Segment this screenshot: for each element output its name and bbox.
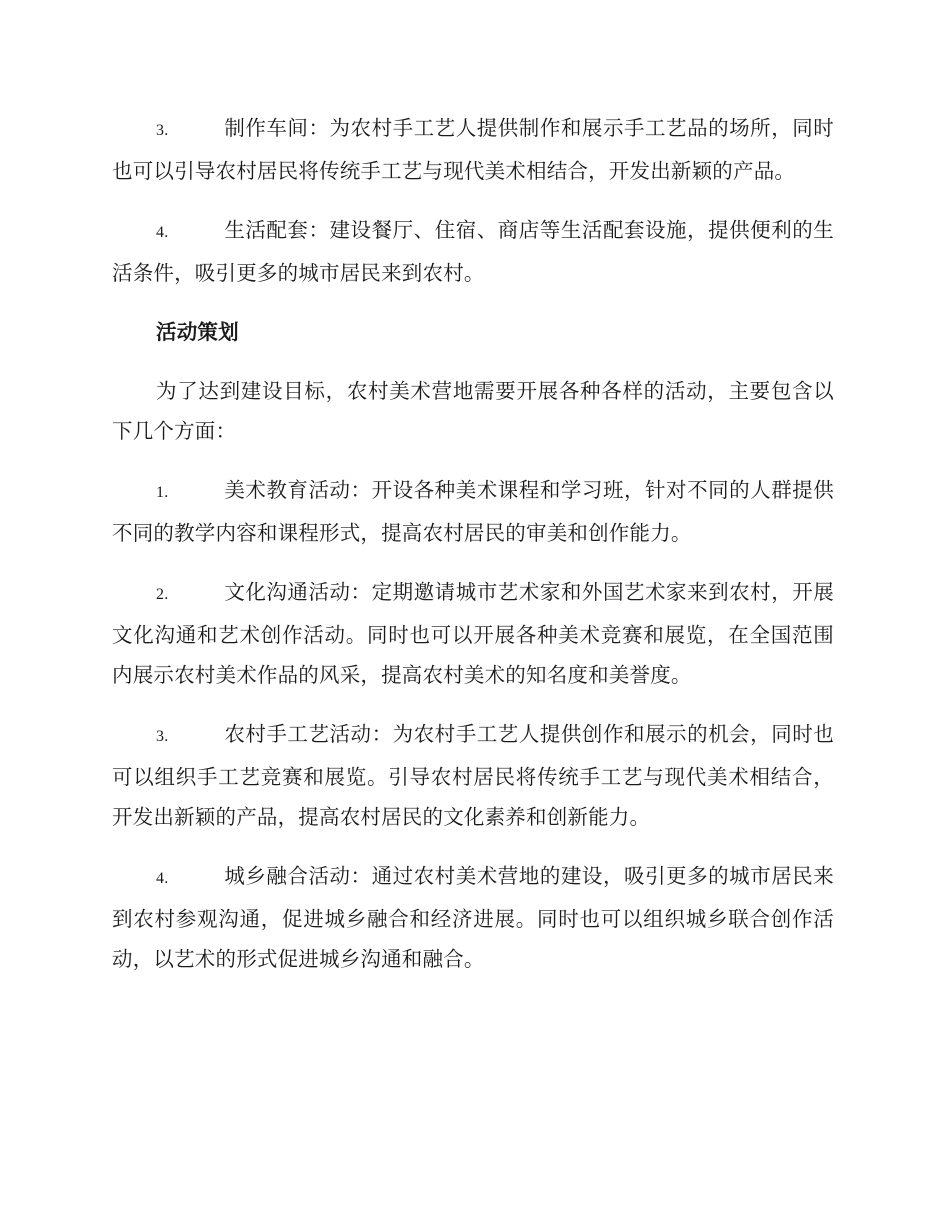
- list-item-handicraft: [112, 714, 834, 837]
- list-number: 1.: [156, 484, 169, 501]
- document-body: [112, 108, 834, 998]
- list-item-text: 制作车间：为农村手工艺人提供制作和展示手工艺品的场所，同时也可以引导农村居民将传统手工艺与现代美术相结合，开发出新颖的产品。: [112, 116, 834, 183]
- list-item-text: 城乡融合活动：通过农村美术营地的建设，吸引更多的城市居民来到农村参观沟通，促进城乡融合和经济进展。同时也可以组织城乡联合创作活动，以艺术的形式促进城乡沟通和融合。: [112, 864, 834, 971]
- list-number: 4.: [156, 870, 169, 887]
- list-number: 2.: [156, 586, 169, 603]
- list-number: 3.: [156, 122, 169, 139]
- list-item-urban-rural: [112, 856, 834, 979]
- list-item-text: 生活配套：建设餐厅、住宿、商店等生活配套设施，提供便利的生活条件，吸引更多的城市居民来到农村。: [112, 218, 834, 285]
- list-item-text: 美术教育活动：开设各种美术课程和学习班，针对不同的人群提供不同的教学内容和课程形式，提高农村居民的审美和创作能力。: [112, 478, 834, 545]
- list-number: 3.: [156, 728, 169, 745]
- list-item-text: 文化沟通活动：定期邀请城市艺术家和外国艺术家来到农村，开展文化沟通和艺术创作活动。同时也可以开展各种美术竞赛和展览，在全国范围内展示农村美术作品的风采，提高农村美术的知名度和美誉度。: [112, 580, 834, 687]
- list-item-text: 农村手工艺活动：为农村手工艺人提供创作和展示的机会，同时也可以组织手工艺竞赛和展览。引导农村居民将传统手工艺与现代美术相结合，开发出新颖的产品，提高农村居民的文化素养和创新能力。: [112, 722, 834, 829]
- list-item-cultural-exchange: [112, 572, 834, 695]
- section-intro-paragraph: 为了达到建设目标，农村美术营地需要开展各种各样的活动，主要包含以下几个方面：: [112, 379, 834, 443]
- list-item-art-education: [112, 470, 834, 553]
- section-heading: 活动策划: [156, 320, 239, 344]
- list-item-living-facilities: [112, 210, 834, 293]
- list-item-workshop: [112, 108, 834, 191]
- list-number: 4.: [156, 224, 169, 241]
